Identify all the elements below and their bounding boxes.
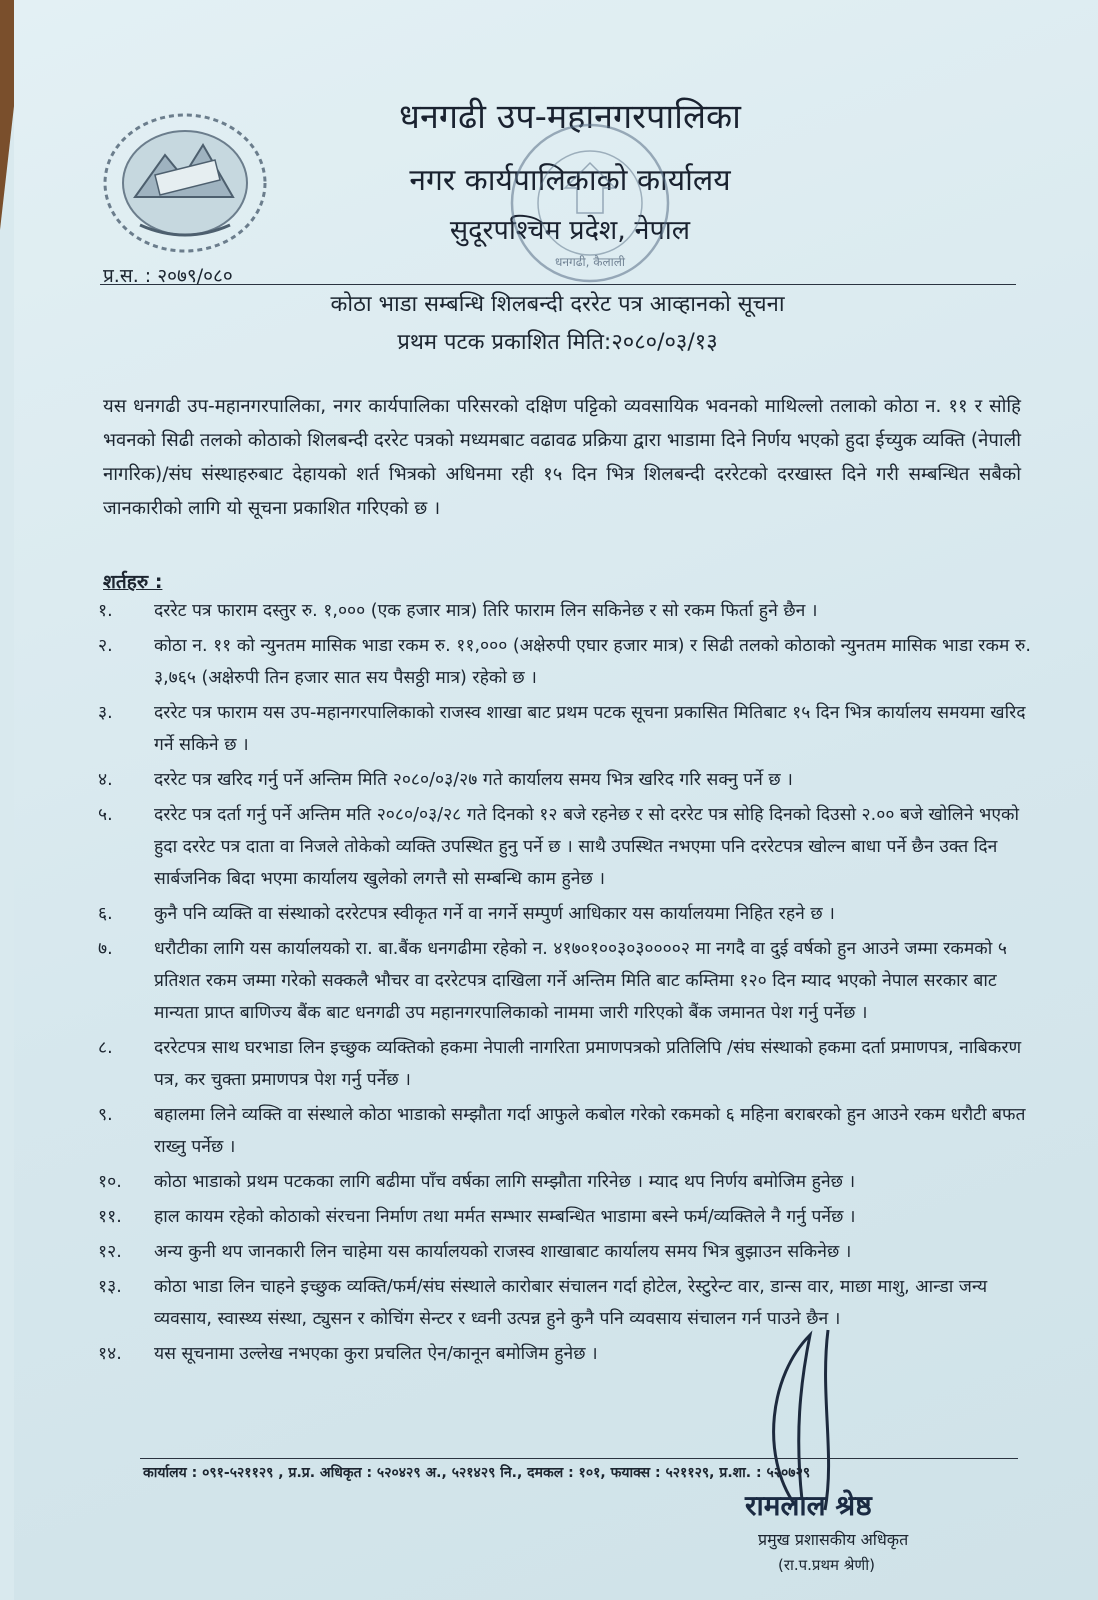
conditions-list bbox=[98, 595, 1033, 1370]
reference-number: प्र.स. : २०७९/०८० bbox=[103, 265, 233, 287]
condition-item bbox=[98, 1338, 1033, 1370]
condition-text: कोठा भाडाको प्रथम पटकका लागि बढीमा पाँच वर्षका लागि सम्झौता गरिनेछ । म्याद थप निर्णय बमोजिम हुनेछ । bbox=[154, 1172, 856, 1192]
condition-item bbox=[98, 933, 1033, 1029]
condition-item bbox=[98, 1166, 1033, 1198]
condition-number: ३. bbox=[98, 703, 113, 723]
condition-number: १०. bbox=[98, 1172, 122, 1192]
office-stamp-icon bbox=[505, 118, 675, 288]
condition-text: अन्य कुनी थप जानकारी लिन चाहेमा यस कार्यालयको राजस्व शाखाबाट कार्यालय समय भित्र बुझाउन सकिनेछ । bbox=[154, 1242, 852, 1262]
signature-icon bbox=[740, 1315, 890, 1515]
condition-number: ५. bbox=[98, 805, 113, 825]
condition-text: कोठा न. ११ को न्युनतम मासिक भाडा रकम रु. ११,००० (अक्षेरुपी एघार हजार मात्र) र सिढी तलको कोठाको न्युनतम मासिक भाडा रकम रु. ३,७६५ (अक्षेरुपी तिन हजार सात सय पैसठ्ठी मात्र) रहेको छ । bbox=[154, 636, 1031, 688]
condition-item bbox=[98, 595, 1033, 627]
condition-text: बहालमा लिने व्यक्ति वा संस्थाले कोठा भाडाको सम्झौता गर्दा आफुले कबोल गरेको रकमको ६ महिना बराबरको हुन आउने रकम धरौटी बफत राख्नु पर्नेछ । bbox=[154, 1105, 1026, 1157]
conditions-heading: शर्तहरु : bbox=[103, 571, 163, 593]
header-divider bbox=[100, 284, 1016, 285]
condition-text: दररेट पत्र खरिद गर्नु पर्ने अन्तिम मिति २०८०/०३/२७ गते कार्यालय समय भित्र खरिद गरि सक्नु पर्ने छ । bbox=[154, 770, 793, 790]
nepal-emblem-icon bbox=[95, 105, 275, 255]
condition-number: ४. bbox=[98, 770, 113, 790]
contact-line: कार्यालय : ०९१-५२११२९ , प्र.प्र. अधिकृत : ५२०४२९ अ., ५२१४२९ नि., दमकल : १०१, फयाक्स : ५२११२९, प्र.शा. : ५२०७२९ bbox=[143, 1465, 811, 1481]
condition-text: हाल कायम रहेको कोठाको संरचना निर्माण तथा मर्मत सम्भार सम्बन्धित भाडामा बस्ने फर्म/व्यक्तिले नै गर्नु पर्नेछ । bbox=[154, 1207, 856, 1227]
condition-item bbox=[98, 799, 1033, 895]
condition-number: ८. bbox=[98, 1038, 113, 1058]
condition-number: १२. bbox=[98, 1242, 122, 1262]
condition-item bbox=[98, 898, 1033, 930]
condition-number: ७. bbox=[98, 939, 113, 959]
condition-item bbox=[98, 697, 1033, 761]
condition-text: कोठा भाडा लिन चाहने इच्छुक व्यक्ति/फर्म/संघ संस्थाले कारोबार संचालन गर्दा होटेल, रेस्टुरेन्ट वार, डान्स वार, माछा माशु, आन्डा जन्य व्यवसाय, स्वास्थ्य संस्था, ट्युसन र कोचिंग सेन्टर र ध्वनी उत्पन्न हुने कुनै पनि व्यवसाय संचालन गर्न पाउने छैन । bbox=[154, 1277, 988, 1329]
condition-item bbox=[98, 1236, 1033, 1268]
condition-item bbox=[98, 1201, 1033, 1233]
condition-item bbox=[98, 630, 1033, 694]
condition-item bbox=[98, 1032, 1033, 1096]
condition-text: दररेट पत्र फाराम यस उप-महानगरपालिकाको राजस्व शाखा बाट प्रथम पटक सूचना प्रकासित मितिबाट १५ दिन भित्र कार्यालय समयमा खरिद गर्ने सकिने छ । bbox=[154, 703, 1026, 755]
condition-text: दररेट पत्र फाराम दस्तुर रु. १,००० (एक हजार मात्र) तिरि फाराम लिन सकिनेछ र सो रकम फिर्ता हुने छैन । bbox=[154, 601, 818, 621]
office-subtitle: नगर कार्यपालिकाको कार्यालय bbox=[409, 163, 731, 198]
condition-item bbox=[98, 1271, 1033, 1335]
condition-number: १४. bbox=[98, 1344, 122, 1364]
condition-text: कुनै पनि व्यक्ति वा संस्थाको दररेटपत्र स्वीकृत गर्ने वा नगर्ने सम्पुर्ण आधिकार यस कार्यालयमा निहित रहने छ । bbox=[154, 904, 835, 924]
signatory-class: (रा.प.प्रथम श्रेणी) bbox=[778, 1556, 875, 1574]
condition-number: ९. bbox=[98, 1105, 113, 1125]
condition-number: ११. bbox=[98, 1207, 122, 1227]
signatory-title: प्रमुख प्रशासकीय अधिकृत bbox=[758, 1530, 909, 1549]
office-name: धनगढी उप-महानगरपालिका bbox=[399, 97, 741, 137]
notice-date: प्रथम पटक प्रकाशित मिति:२०८०/०३/१३ bbox=[397, 330, 718, 355]
condition-text: दररेट पत्र दर्ता गर्नु पर्ने अन्तिम मति २०८०/०३/२८ गते दिनको १२ बजे रहनेछ र सो दररेट पत्र सोहि दिनको दिउसो २.०० बजे खोलिने भएको हुदा दररेट पत्र दाता वा निजले तोकेको व्यक्ति उपस्थित हुनु पर्ने छ । साथै उपस्थित नभएमा पनि दररेटपत्र खोल्न बाधा पर्ने छैन उक्त दिन सार्बजनिक बिदा भएमा कार्यालय खुलेको लगत्तै सो सम्बन्धि काम हुनेछ । bbox=[154, 805, 1019, 889]
condition-number: १. bbox=[98, 601, 113, 621]
condition-item bbox=[98, 764, 1033, 796]
signatory-name: रामलाल श्रेष्ठ bbox=[745, 1489, 872, 1522]
office-address: सुदूरपश्चिम प्रदेश, नेपाल bbox=[449, 215, 691, 246]
svg-text:धनगढी, कैलाली: धनगढी, कैलाली bbox=[555, 255, 625, 269]
notice-intro: यस धनगढी उप-महानगरपालिका, नगर कार्यपालिका परिसरको दक्षिण पट्टिको व्यवसायिक भवनको माथिल्लो तलाको कोठा न. ११ र सोहि भवनको सिढी तलको कोठाको शिलबन्दी दररेट पत्रको मध्यमबाट वढावढ प्रक्रिया द्वारा भाडामा दिने निर्णय भएको हुदा ईच्युक व्यक्ति (नेपाली नागरिक)/संघ संस्थाहरुबाट देहायको शर्त भित्रको अधिनमा रही १५ दिन भित्र शिलबन्दी दररेटको दरखास्त दिने गरी सम्बन्धित सबैको जानकारीको लागि यो सूचना प्रकाशित गरिएको छ । bbox=[103, 396, 1021, 519]
condition-number: ६. bbox=[98, 904, 113, 924]
condition-number: १३. bbox=[98, 1277, 122, 1297]
condition-text: यस सूचनामा उल्लेख नभएका कुरा प्रचलित ऐन/कानून बमोजिम हुनेछ । bbox=[154, 1344, 598, 1364]
condition-number: २. bbox=[98, 636, 113, 656]
notice-title: कोठा भाडा सम्बन्धि शिलबन्दी दररेट पत्र आव्हानको सूचना bbox=[330, 292, 785, 317]
footer-divider bbox=[140, 1458, 1018, 1459]
condition-text: दररेटपत्र साथ घरभाडा लिन इच्छुक व्यक्तिको हकमा नेपाली नागरिता प्रमाणपत्रको प्रतिलिपि /संघ संस्थाको हकमा दर्ता प्रमाणपत्र, नाबिकरण पत्र, कर चुक्ता प्रमाणपत्र पेश गर्नु पर्नेछ । bbox=[154, 1038, 1022, 1090]
condition-text: धरौटीका लागि यस कार्यालयको रा. बा.बैंक धनगढीमा रहेको न. ४१७०१००३०३००००२ मा नगदै वा दुई वर्षको हुन आउने जम्मा रकमको ५ प्रतिशत रकम जम्मा गरेको सक्कलै भौचर वा दररेटपत्र दाखिला गर्ने अन्तिम मिति बाट कम्तिमा १२० दिन म्याद भएको नेपाल सरकार बाट मान्यता प्राप्त बाणिज्य बैंक बाट धनगढी उप महानगरपालिकाको नाममा जारी गरिएको बैंक जमानत पेश गर्नु पर्नेछ । bbox=[154, 939, 1007, 1023]
condition-item bbox=[98, 1099, 1033, 1163]
